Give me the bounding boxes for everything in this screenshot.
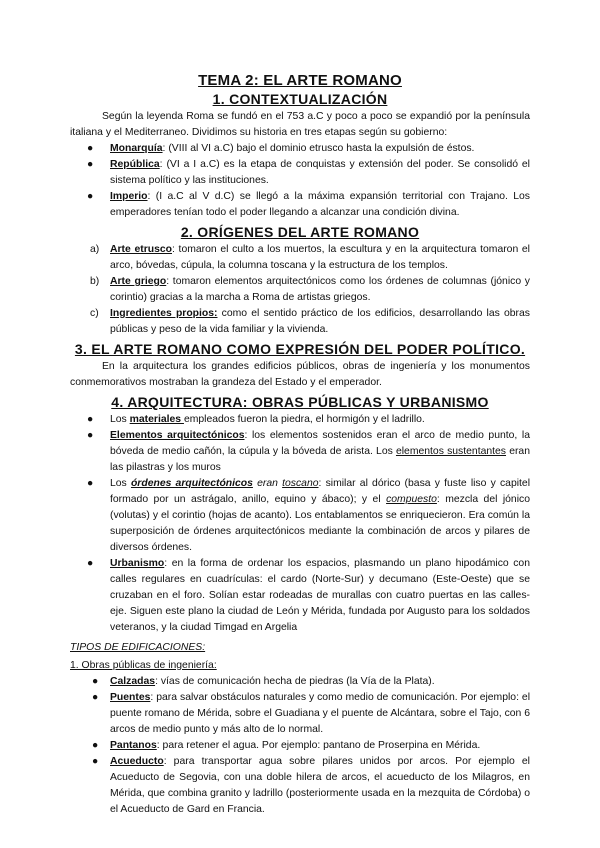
item-text: : los elementos sostenidos eran el arco de medio punto, la bóveda de medio cañón, la cúpula y la bóveda de arista. Los	[110, 430, 530, 457]
term: Arte griego	[110, 276, 167, 287]
list-item	[70, 428, 530, 476]
document-title: TEMA 2: EL ARTE ROMANO	[198, 72, 402, 89]
list-marker: b)	[90, 276, 100, 287]
list-item	[70, 556, 530, 636]
item-text: empleados fueron la piedra, el hormigón y el ladrillo.	[183, 414, 425, 425]
term: Acueducto	[110, 756, 164, 767]
list-item	[70, 274, 530, 306]
term: Puentes	[110, 692, 151, 703]
item-text: Los	[110, 478, 131, 489]
list-marker: a)	[90, 244, 100, 255]
list-item	[70, 738, 530, 754]
bullet-icon: ●	[87, 143, 94, 154]
section-1-list	[70, 141, 530, 221]
list-item	[70, 476, 530, 556]
item-text: : para transportar agua sobre pilares unidos por arcos. Por ejemplo el Acueducto de Segovia, con una doble hilera de arcos, el acueducto de los Milagros, en Mérida, que combina granito y ladrillo (posteriormente usada en la mezquita de Córdoba) o el Acueducto de Gard en Francia.	[110, 756, 530, 815]
italic-term: compuesto	[386, 494, 437, 505]
term: Elementos arquitectónicos	[110, 430, 245, 441]
item-text: : mezcla del jónico (volutas) y el corintio (hojas de acanto). Los entablamentos se enriquecieron. Era común la superposición de órdenes arquitectónicos mediante la combinación de arcos y pilares de diversos órdenes.	[110, 494, 530, 553]
term: materiales	[129, 414, 184, 425]
item-text: Los	[110, 414, 130, 425]
term: República	[110, 159, 160, 170]
term: órdenes arquitectónicos	[130, 478, 253, 489]
item-text: eran las pilastras y los muros	[110, 446, 530, 473]
list-item	[70, 754, 530, 818]
bullet-icon: ●	[92, 756, 99, 767]
tipos-list	[70, 674, 530, 818]
item-text: : en la forma de ordenar los espacios, plasmando un plano hipodámico con calles regulares en cuadrículas: el cardo (Norte-Sur) y decumano (Este-Oeste) que se cruzaban en el foro. Solían estar rodeadas de murallas con cuatro puertas en las calles-eje. Siguen este plano la ciudad de León y Mérida, fundada por Augusto para los soldados veteranos, y la ciudad Timgad en Argelia	[110, 558, 530, 633]
term: Arte etrusco	[110, 244, 172, 255]
term: Imperio	[110, 191, 148, 202]
item-text: : (VIII al VI a.C) bajo el dominio etrusco hasta la expulsión de éstos.	[162, 143, 475, 154]
bullet-icon: ●	[87, 159, 94, 170]
bullet-icon: ●	[92, 692, 99, 703]
item-text: : tomaron el culto a los muertos, la escultura y en la arquitectura tomaron el arco, bóvedas, cúpula, la columna toscana y la estructura de los templos.	[110, 244, 530, 271]
section-3-heading: 3. EL ARTE ROMANO COMO EXPRESIÓN DEL PODER POLÍTICO.	[74, 341, 526, 357]
bullet-icon: ●	[87, 430, 94, 441]
list-item	[70, 189, 530, 221]
bullet-icon: ●	[92, 740, 99, 751]
item-text: : para retener el agua. Por ejemplo: pantano de Proserpina en Mérida.	[156, 740, 481, 751]
term: Urbanismo	[110, 558, 165, 569]
section-1-intro: Según la leyenda Roma se fundó en el 753 a.C y poco a poco se expandió por la península italiana y el Mediterraneo. Dividimos su historia en tres etapas según su gobierno:	[70, 111, 530, 138]
section-2-list	[70, 242, 530, 338]
list-item	[70, 674, 530, 690]
section-2-heading: 2. ORÍGENES DEL ARTE ROMANO	[180, 224, 420, 240]
list-item	[70, 412, 530, 428]
list-item	[70, 306, 530, 338]
bullet-icon: ●	[87, 558, 94, 569]
list-marker: c)	[90, 308, 99, 319]
term: Calzadas	[110, 676, 156, 687]
list-item	[70, 141, 530, 157]
term: Pantanos	[110, 740, 157, 751]
item-text: : similar al dórico (basa y fuste liso y capitel formado por un astrágalo, anillo, equino y ábaco); y el	[110, 478, 531, 505]
item-text: : (VI a I a.C) es la etapa de conquistas y extensión del poder. Se consolidó el sistema político y las instituciones.	[110, 159, 530, 186]
tipos-heading: TIPOS DE EDIFICACIONES:	[70, 642, 206, 653]
bullet-icon: ●	[92, 676, 99, 687]
item-text: : (I a.C al V d.C) se llegó a la máxima expansión territorial con Trajano. Los emperadores tenían todo el poder llegando a alcanzar una condición divina.	[110, 191, 530, 218]
term: Monarquía	[110, 143, 163, 154]
item-text: como el sentido práctico de los edificios, desarrollando las obras públicas y peso de la vida familiar y la vivienda.	[110, 308, 530, 335]
bullet-icon: ●	[87, 478, 94, 489]
term: Ingredientes propios:	[110, 308, 218, 319]
list-item	[70, 157, 530, 189]
item-text: : vías de comunicación hecha de piedras (la Vía de la Plata).	[155, 676, 435, 687]
bullet-icon: ●	[87, 414, 94, 425]
item-text: eran	[252, 478, 283, 489]
section-1-heading: 1. CONTEXTUALIZACIÓN	[212, 91, 388, 107]
list-item	[70, 690, 530, 738]
bullet-icon: ●	[87, 191, 94, 202]
item-text: : para salvar obstáculos naturales y como medio de comunicación. Por ejemplo: el puente romano de Mérida, sobre el Guadiana y el puente de Alcántara, sobre el Tajo, con 6 arcos de medio punto y más alto de lo normal.	[110, 692, 530, 735]
section-4-list	[70, 412, 530, 636]
underlined-term: elementos sustentantes	[395, 446, 507, 457]
tipos-subheading: 1. Obras públicas de ingeniería:	[70, 660, 217, 671]
list-item	[70, 242, 530, 274]
italic-term: toscano	[282, 478, 319, 489]
item-text: : tomaron elementos arquitectónicos como los órdenes de columnas (jónico y corintio) gracias a la marcha a Roma de artistas griegos.	[110, 276, 530, 303]
section-3-text: En la arquitectura los grandes edificios públicos, obras de ingeniería y los monumentos conmemorativos mostraban la grandeza del Estado y el emperador.	[70, 361, 530, 388]
section-4-heading: 4. ARQUITECTURA: OBRAS PÚBLICAS Y URBANISMO	[111, 394, 489, 410]
